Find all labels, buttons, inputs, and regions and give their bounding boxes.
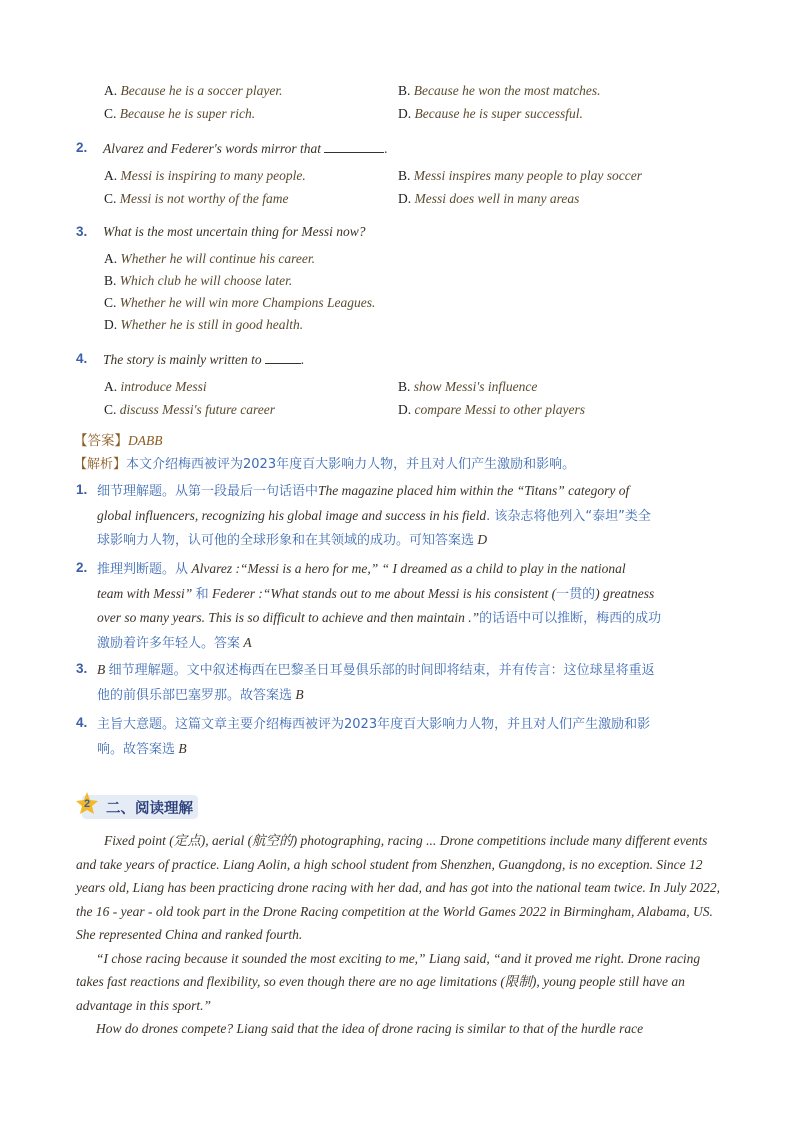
- option-letter: B.: [104, 273, 117, 288]
- chinese-text: 细节理解题。文中叙述梅西在巴黎圣日耳曼俱乐部的时间即将结束，并有传言：这位球星将重返: [108, 663, 655, 678]
- option-text: Whether he will win more Champions Leagues.: [119, 295, 376, 310]
- option-text: Because he is super rich.: [119, 106, 256, 121]
- option-text: Whether he will continue his career.: [120, 251, 315, 266]
- explanation-number: 1.: [76, 482, 88, 497]
- option-text: introduce Messi: [120, 379, 207, 394]
- reading-passage: [76, 829, 726, 1041]
- option-letter: B.: [398, 168, 411, 183]
- q1-option-c: [104, 105, 255, 123]
- answer-value: DABB: [128, 433, 163, 448]
- explanation-line: [97, 504, 737, 529]
- answer-blank: [324, 140, 384, 153]
- question-3-text: What is the most uncertain thing for Messi now?: [103, 224, 366, 239]
- explanation-line: [97, 737, 737, 762]
- q4-option-d: [398, 401, 585, 419]
- chinese-text: 球影响力人物，认可他的全球形象和在其领域的成功。可知答案选: [97, 533, 475, 548]
- explanation-line: [97, 606, 737, 631]
- answer-line: [74, 429, 163, 449]
- chinese-text: 的话语中可以推断，梅西的成功: [479, 611, 662, 626]
- option-text: Whether he is still in good health.: [120, 317, 304, 332]
- option-text: Because he is super successful.: [414, 106, 583, 121]
- analysis-text: 本文介绍梅西被评为2023年度百大影响力人物，并且对人们产生激励和影响。: [126, 457, 576, 472]
- section-number: 2: [84, 798, 91, 810]
- option-text: show Messi's influence: [413, 379, 538, 394]
- q2-option-c: [104, 190, 289, 208]
- explanation-line: [97, 479, 737, 504]
- option-letter: B.: [398, 379, 411, 394]
- question-stem: The story is mainly written to: [103, 352, 262, 367]
- english-text: D: [474, 532, 488, 547]
- analysis-line: [74, 453, 575, 472]
- passage-paragraph-3: How do drones compete? Liang said that the idea of drone racing is similar to that of the hurdle race: [96, 1021, 644, 1036]
- explanation-number: 4.: [76, 715, 88, 730]
- question-end: .: [384, 141, 388, 156]
- explanation-1: [97, 479, 737, 553]
- explanation-4: [97, 712, 737, 761]
- explanation-line: [97, 658, 737, 683]
- chinese-text: 激励着许多年轻人。答案: [97, 635, 241, 651]
- option-letter: C.: [104, 402, 117, 417]
- option-letter: A.: [104, 379, 118, 394]
- question-number: 3.: [76, 224, 88, 239]
- english-text: Federer :“What stands out to me about Messi is his consistent (: [208, 585, 557, 601]
- explanation-line: [97, 631, 737, 656]
- option-text: Which club he will choose later.: [119, 273, 293, 288]
- option-text: compare Messi to other players: [414, 402, 585, 417]
- explanation-line: [97, 557, 737, 582]
- english-text: B: [292, 686, 304, 702]
- q3-option-d: [104, 316, 303, 334]
- q4-option-b: [398, 378, 537, 396]
- section-header: [74, 792, 202, 822]
- option-text: Messi inspires many people to play soccer: [413, 168, 642, 183]
- chinese-text: 一贯的: [556, 586, 596, 602]
- question-2-text: [103, 140, 388, 157]
- explanation-line: [97, 528, 737, 553]
- q1-option-b: [398, 82, 600, 100]
- option-letter: D.: [398, 106, 412, 121]
- english-text: The magazine placed him within the “Titans” category of: [318, 483, 630, 498]
- q2-option-d: [398, 190, 579, 208]
- explanation-number: 2.: [76, 560, 88, 575]
- chinese-text: 细节理解题。从第一段最后一句话语中: [97, 484, 319, 499]
- option-text: discuss Messi's future career: [119, 402, 276, 417]
- option-text: Messi is inspiring to many people.: [120, 168, 306, 183]
- q4-option-c: [104, 401, 275, 419]
- option-letter: D.: [104, 317, 118, 332]
- explanation-3: [97, 658, 737, 707]
- option-letter: D.: [398, 191, 412, 206]
- explanation-line: [97, 582, 737, 607]
- section-title: 二、阅读理解: [106, 801, 193, 817]
- option-letter: A.: [104, 168, 118, 183]
- option-text: Because he won the most matches.: [413, 83, 601, 98]
- option-letter: C.: [104, 106, 117, 121]
- analysis-label: 【解析】: [74, 457, 127, 472]
- explanation-line: [97, 683, 737, 708]
- explanation-2: [97, 557, 737, 655]
- english-text: global influencers, recognizing his global image and success in his field: [97, 507, 487, 523]
- option-letter: C.: [104, 191, 117, 206]
- english-text: B: [175, 740, 187, 756]
- q2-option-a: [104, 167, 306, 185]
- english-text: ) greatness: [595, 585, 655, 601]
- q1-option-a: [104, 82, 282, 100]
- option-letter: C.: [104, 295, 117, 310]
- q4-option-a: [104, 378, 207, 396]
- english-text: over so many years. This is so difficult to achieve and then maintain .”: [97, 610, 480, 625]
- english-text: Alvarez :“Messi is a hero for me,” “ I dreamed as a child to play in the national: [188, 561, 626, 576]
- question-end: .: [301, 352, 305, 367]
- question-number: 2.: [76, 140, 88, 155]
- answer-blank: [265, 351, 301, 364]
- passage-paragraph-1: Fixed point (定点), aerial (航空的) photographing, racing ... Drone competitions include many different events and take years of practice. Liang Aolin, a high school student from Shenzhen, Guangdong, is no exception. Since 12 years old, Liang has been practicing drone racing with her dad, and has got into the national team twice. In July 2022, the 16 - year - old took part in the Drone Racing competition at the World Games 2022 in Birmingham, Alabama, US. She represented China and ranked fourth.: [76, 833, 721, 942]
- chinese-text: . 该杂志将他列入“泰坦”类全: [486, 508, 651, 524]
- option-text: Because he is a soccer player.: [120, 83, 283, 98]
- q1-option-d: [398, 105, 583, 123]
- chinese-text: 和: [195, 586, 209, 602]
- english-text: A: [240, 634, 252, 650]
- option-letter: A.: [104, 83, 118, 98]
- chinese-text: 响。故答案选: [97, 741, 176, 757]
- explanation-number: 3.: [76, 661, 88, 676]
- chinese-text: 推理判断题。从: [97, 562, 189, 577]
- q2-option-b: [398, 167, 642, 185]
- option-text: Messi is not worthy of the fame: [119, 191, 289, 206]
- question-stem: Alvarez and Federer's words mirror that: [103, 141, 322, 156]
- chinese-text: 主旨大意题。这篇文章主要介绍梅西被评为2023年度百大影响力人物，并且对人们产生激励和影: [97, 717, 651, 732]
- explanation-line: [97, 712, 737, 737]
- english-text: B: [97, 662, 109, 677]
- q3-option-a: [104, 250, 315, 268]
- english-text: team with Messi”: [97, 585, 196, 601]
- option-letter: B.: [398, 83, 411, 98]
- chinese-text: 他的前俱乐部巴塞罗那。故答案选: [97, 687, 293, 703]
- option-letter: D.: [398, 402, 412, 417]
- q3-option-c: [104, 294, 375, 312]
- passage-paragraph-2: “I chose racing because it sounded the most exciting to me,” Liang said, “and it proved me right. Drone racing takes fast reactions and flexibility, so even though there are no age limitations (限制), young people still have an advantage in this sport.”: [76, 950, 701, 1013]
- answer-label: 【答案】: [74, 433, 128, 449]
- q3-option-b: [104, 272, 292, 290]
- option-text: Messi does well in many areas: [414, 191, 580, 206]
- question-4-text: [103, 351, 304, 368]
- question-number: 4.: [76, 351, 88, 366]
- option-letter: A.: [104, 251, 118, 266]
